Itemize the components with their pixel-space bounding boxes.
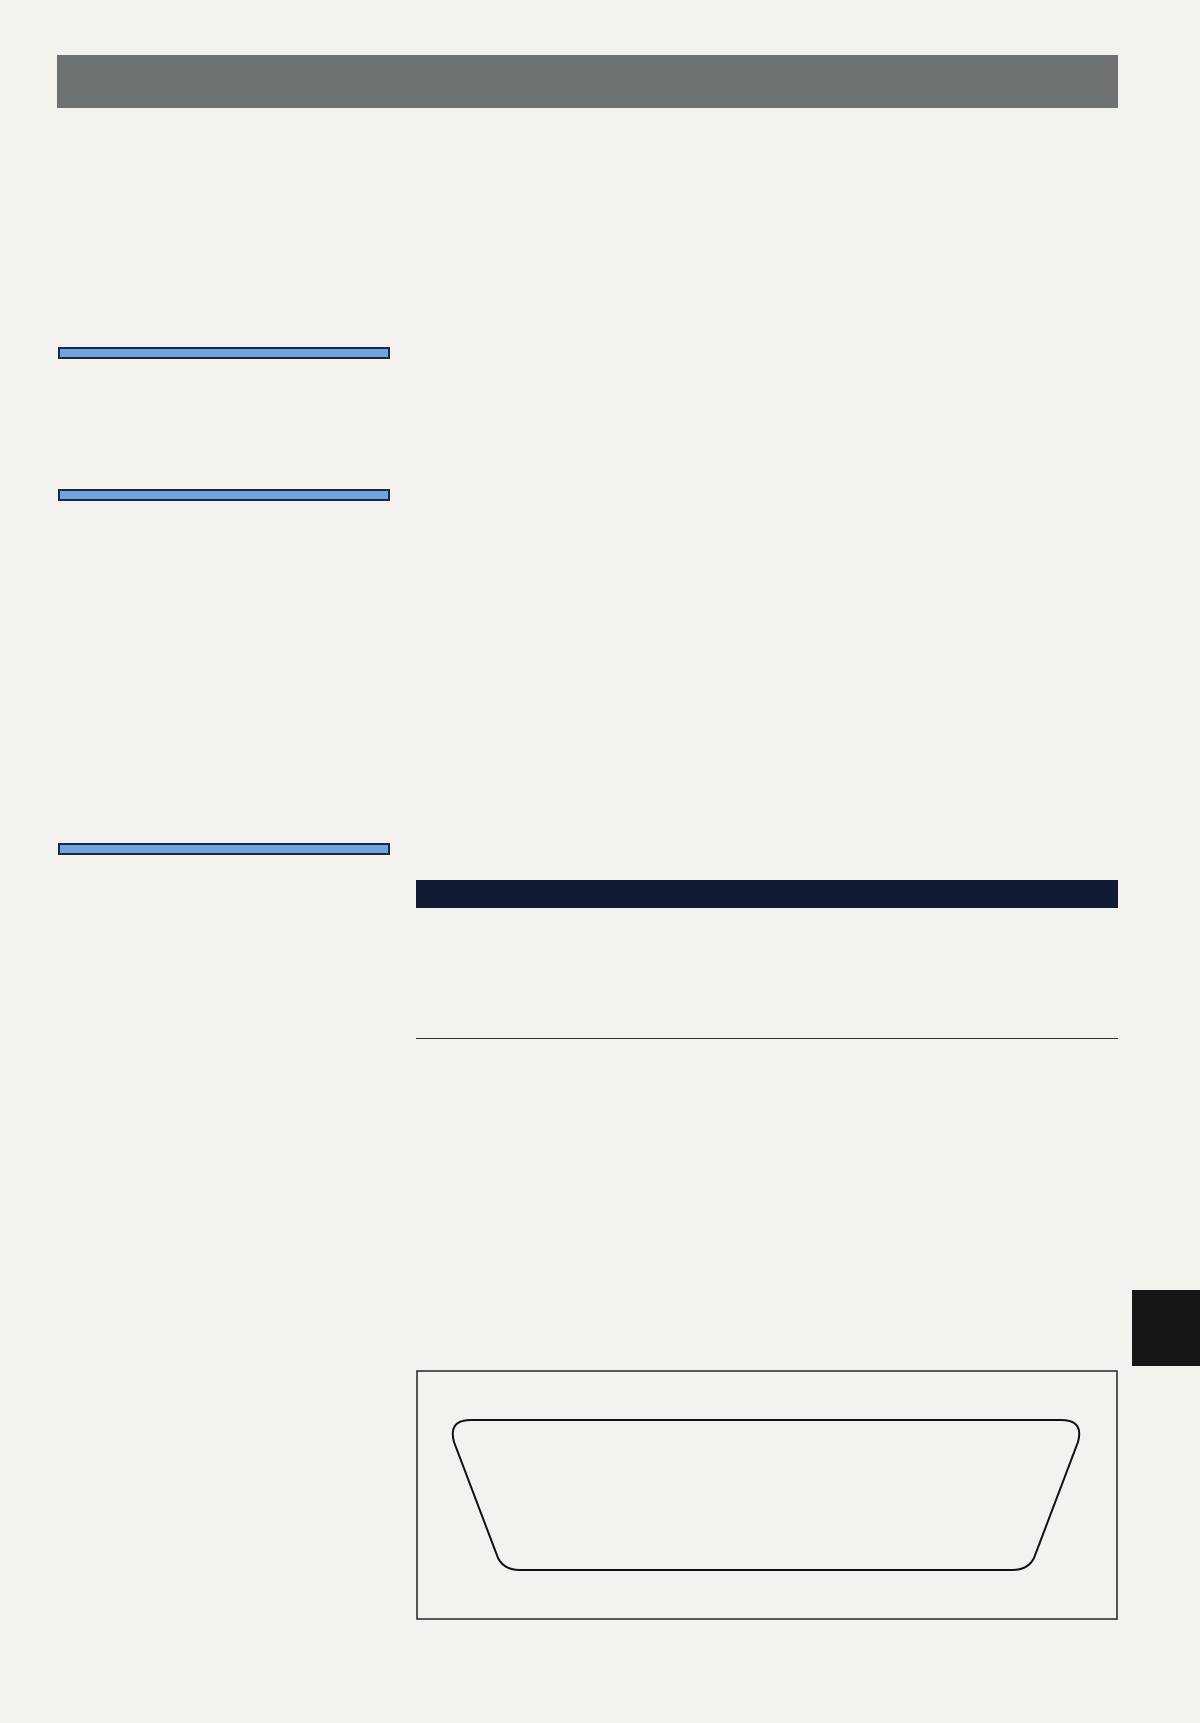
figure-frame [417, 1371, 1117, 1619]
listing-3 [58, 843, 390, 855]
connector-shell [453, 1420, 1079, 1570]
listing-1 [58, 347, 390, 359]
col1-intro [57, 112, 392, 136]
connector-figure [416, 1370, 1118, 1620]
divider [416, 1038, 1118, 1039]
page-number [1132, 1290, 1200, 1366]
listing-2 [58, 489, 390, 501]
section-banner [57, 55, 1118, 108]
article-kicker [416, 880, 1118, 908]
